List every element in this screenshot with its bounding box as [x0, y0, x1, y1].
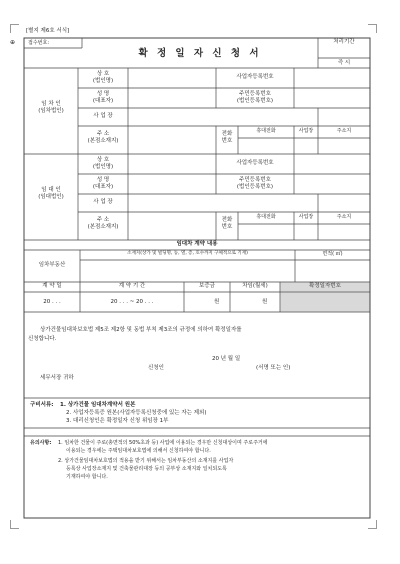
form-number: [별지 제6호 서식]: [26, 28, 70, 34]
registration-mark-icon: ⊕: [10, 39, 16, 46]
tenant-bizno-label: 사업자등록번호: [236, 74, 274, 80]
location-label: 소재지(상가 및 빌딩명, 동, 열, 층, 호수까지 구체적으로 기재): [127, 251, 248, 256]
landlord-name-label: [78, 157, 128, 171]
deposit-unit: 원: [214, 299, 220, 305]
landlord-rep-label: [78, 177, 128, 191]
tenant-sub-label: (임차법인): [38, 107, 64, 114]
rent-label: 차임(월세): [242, 283, 268, 289]
tenant-phone-label: [216, 131, 238, 145]
tenant-label: 임 차 인: [41, 101, 61, 107]
tenant-phone-site-label: 사업장: [298, 128, 314, 134]
field-sub-label: 번호: [221, 223, 233, 230]
field-sub-label: (본점소재지): [87, 223, 119, 230]
note-line: 기재하여야 합니다.: [66, 474, 108, 480]
field-label: 성 명: [96, 177, 110, 183]
field-label: 상 호: [96, 71, 110, 77]
processing-period-label: 처리기간: [333, 39, 355, 45]
area-label: 면적( ㎡): [322, 251, 343, 257]
field-sub-label: (대표자): [92, 97, 114, 104]
field-label: 주 소: [96, 131, 110, 137]
processing-period-value: 즉 시: [337, 60, 351, 66]
landlord-bizno-label: 사업자등록번호: [236, 160, 274, 166]
field-label: 성 명: [96, 91, 110, 97]
contract-header: 임대차 계약 내용: [176, 241, 218, 247]
field-sub-label: (본점소재지): [87, 137, 119, 144]
landlord-phone-home-label: 주소지: [336, 214, 352, 220]
landlord-site-label: 사 업 장: [93, 199, 113, 205]
notes-label: 유의사항:: [30, 440, 52, 446]
field-label: 주민등록번호: [239, 91, 271, 97]
receipt-number-label: 접수번호:: [28, 40, 50, 46]
rent-unit: 원: [262, 299, 268, 305]
note-line: 2. 상가건물임대차보호법의 적용을 받기 위해서는 임차부동산의 소재지를 사업자: [58, 458, 234, 464]
landlord-regno-label: [216, 177, 294, 191]
tenant-phone-home-label: 주소지: [336, 128, 352, 134]
tenant-rep-label: [78, 91, 128, 105]
contract-period-label: 계 약 기 간: [118, 283, 146, 289]
recipient-label: 세무서장 귀하: [40, 375, 74, 381]
tenant-addr-label: [78, 131, 128, 145]
field-sub-label: (대표자): [92, 183, 114, 190]
landlord-mobile-label: 휴대전화: [256, 214, 276, 220]
field-label: 상 호: [96, 157, 110, 163]
landlord-sub-label: (임대법인): [38, 193, 64, 200]
landlord-addr-label: [78, 217, 128, 231]
note-line: 등록상 사업장소재지 및 건축물관리대장 등의 공부상 소재지와 일치되도록: [66, 466, 227, 472]
field-sub-label: (법인등록번호): [236, 97, 274, 104]
required-docs-label: 구비서류:: [30, 402, 54, 408]
statement-line-2: 신청합니다.: [28, 336, 57, 342]
field-sub-label: (법인명): [92, 77, 114, 84]
signature-label: (서명 또는 인): [256, 365, 291, 371]
field-label: 주민등록번호: [239, 177, 271, 183]
tenant-site-label: 사 업 장: [93, 113, 113, 119]
note-line: 1. 임차한 건물이 주로(총면적의 50%초과 등) 사업에 이용되는 경우만 신청대상이며 주로주거에: [58, 440, 268, 446]
landlord-label: 임 대 인: [41, 187, 61, 193]
page-title: 확 정 일 자 신 청 서: [138, 48, 262, 59]
note-line: 이용되는 경우에는 주택임대차보호법에 의해서 신청하여야 합니다.: [66, 448, 211, 454]
required-doc-item: 2. 사업자등록증 원본(사업자등록신청중에 있는 자는 제외): [66, 410, 207, 416]
landlord-section-label: [24, 187, 78, 201]
tenant-regno-label: [216, 91, 294, 105]
required-doc-item: 1. 상가건물 임대차계약서 원본: [60, 402, 136, 408]
contract-date-value: 20 . . .: [43, 299, 61, 305]
application-date: 20 년 월 일: [212, 356, 241, 362]
contract-date-label: 계 약 일: [42, 283, 62, 289]
field-sub-label: (법인등록번호): [236, 183, 274, 190]
field-label: 전화: [221, 217, 233, 223]
statement-line-1: 상가건물임대차보호법 제5조 제2항 및 동법 부칙 제3조의 규정에 의하여 확정일자를: [40, 327, 242, 333]
required-doc-item: 3. 대리신청인은 확정일자 신청 위임장 1부: [66, 418, 169, 424]
landlord-phone-label: [216, 217, 238, 231]
tenant-mobile-label: 휴대전화: [256, 128, 276, 134]
applicant-label: 신청인: [148, 365, 164, 371]
property-label: 임차부동산: [38, 262, 66, 268]
contract-period-value: 20 . . . ~ 20 . . .: [110, 299, 154, 305]
fixed-date-number-label: 확정일자번호: [309, 283, 341, 289]
field-sub-label: (법인명): [92, 163, 114, 170]
tenant-section-label: [24, 101, 78, 115]
field-label: 주 소: [96, 217, 110, 223]
landlord-phone-site-label: 사업장: [298, 214, 314, 220]
field-label: 전화: [221, 131, 233, 137]
tenant-name-label: [78, 71, 128, 85]
deposit-label: 보증금: [199, 283, 215, 289]
field-sub-label: 번호: [221, 137, 233, 144]
